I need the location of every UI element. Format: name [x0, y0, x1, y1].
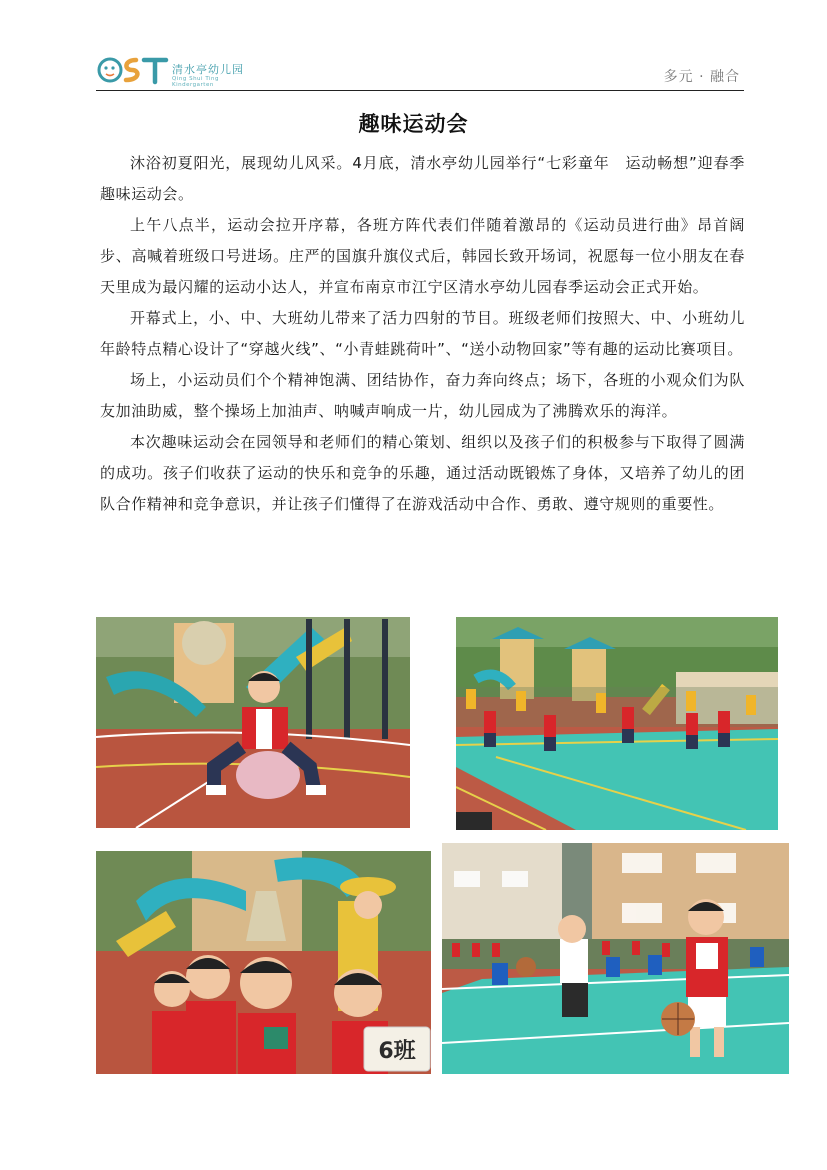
photo-class-group [96, 851, 431, 1074]
photo-basketball [442, 843, 789, 1074]
paragraph-2: 上午八点半，运动会拉开序幕，各班方阵代表们伴随着激昂的《运动员进行曲》昂首阔步、高喊着班级口号进场。庄严的国旗升旗仪式后，韩园长致开场词，祝愿每一位小朋友在春天里成为最闪耀的运动小达人，并宣布南京市江宁区清水亭幼儿园春季运动会正式开始。 [100, 216, 745, 296]
class-sign-text: 6班 [378, 1039, 416, 1064]
page-header [96, 52, 744, 92]
school-name: 清水亭幼儿园 [172, 63, 244, 76]
header-divider [96, 90, 744, 91]
paragraph-3: 开幕式上，小、中、大班幼儿带来了活力四射的节目。班级老师们按照大、中、小班幼儿年龄特点精心设计了“穿越火线”、“小青蛙跳荷叶”、“送小动物回家”等有趣的运动比赛项目。 [100, 309, 745, 358]
school-motto: 多元 · 融合 [663, 69, 740, 85]
article-body [100, 148, 745, 520]
photo-running-race [456, 617, 778, 830]
paragraph-5: 本次趣味运动会在园领导和老师们的精心策划、组织以及孩子们的积极参与下取得了圆满的成功。孩子们收获了运动的快乐和竞争的乐趣，通过活动既锻炼了身体，又培养了幼儿的团队合作精神和竞争意识，并让孩子们懂得了在游戏活动中合作、勇敢、遵守规则的重要性。 [100, 433, 745, 513]
photo-hopper-ball [96, 617, 410, 828]
school-pinyin: Qing Shui Ting Kindergarten [172, 76, 220, 88]
article-title: 趣味运动会 [358, 112, 469, 136]
school-logo [96, 52, 256, 88]
paragraph-1: 沐浴初夏阳光，展现幼儿风采。4月底，清水亭幼儿园举行“七彩童年 运动畅想”迎春季趣味运动会。 [100, 154, 745, 203]
logo-mark-icon [96, 52, 172, 88]
paragraph-4: 场上，小运动员们个个精神饱满、团结协作，奋力奔向终点；场下，各班的小观众们为队友加油助威，整个操场上加油声、呐喊声响成一片，幼儿园成为了沸腾欢乐的海洋。 [100, 371, 745, 420]
